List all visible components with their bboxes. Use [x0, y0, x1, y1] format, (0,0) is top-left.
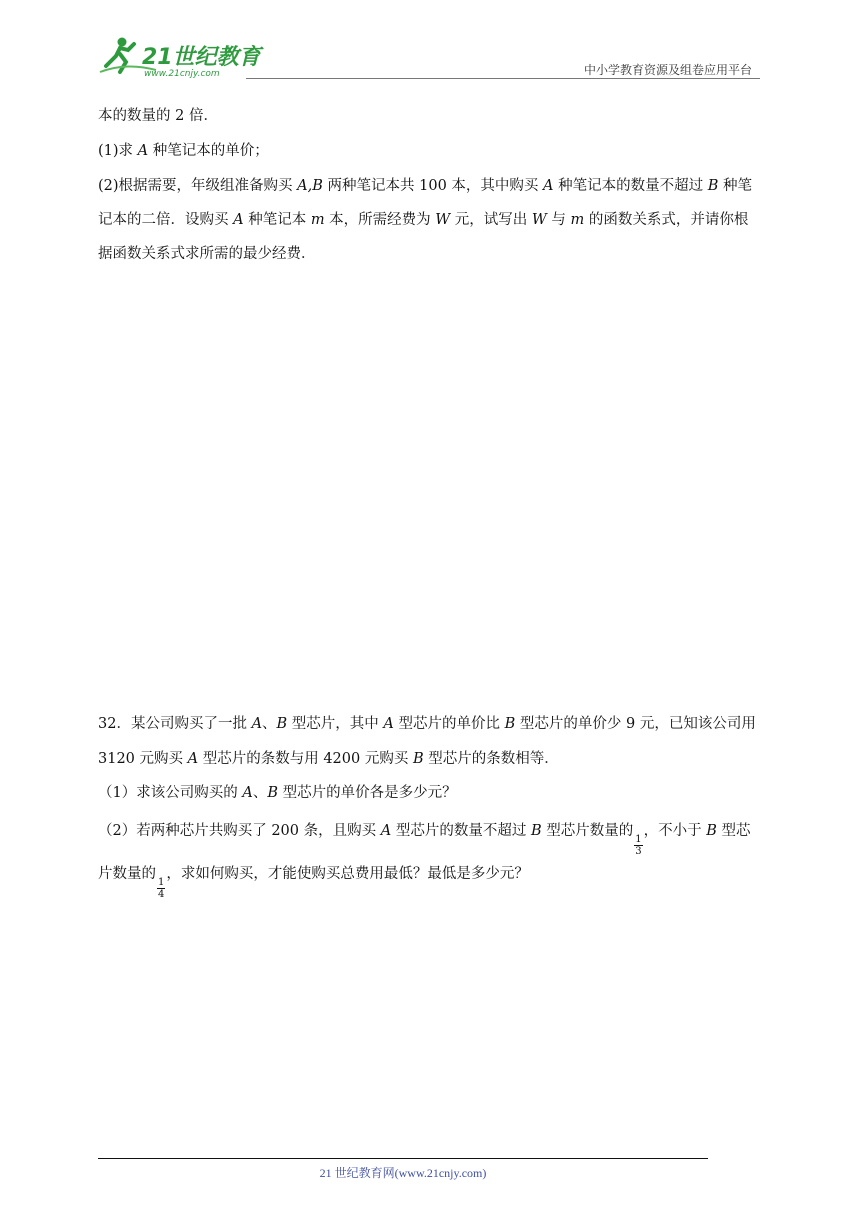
fraction-one-third: $\frac{1}{3}$ — [635, 834, 642, 857]
footer-link[interactable]: 21 世纪教育网(www.21cnjy.com) — [319, 1166, 487, 1180]
q31-part-1: (1)求 A 种笔记本的单价； — [98, 143, 269, 159]
svg-text:21世纪教育: 21世纪教育 — [142, 45, 261, 70]
svg-text:www.21cnjy.com: www.21cnjy.com — [144, 69, 220, 79]
q32-part-2-line-2: 片数量的 $\frac{1}{4}$ ，求如何购买，才能使购买总费用最低？最低是多少元？ — [98, 866, 529, 900]
footer-rule — [98, 1158, 708, 1159]
q32-stem-line-1: 32．某公司购买了一批 A、B 型芯片，其中 A 型芯片的单价比 B 型芯片的单价少 9 元，已知该公司用 — [98, 716, 756, 732]
q31-part-2-line-3: 据函数关系式求所需的最少经费． — [98, 246, 316, 262]
q32-part-1: （1）求该公司购买的 A、B 型芯片的单价各是多少元？ — [98, 785, 457, 801]
q32-part-2-line-1: （2）若两种芯片共购买了 200 条，且购买 A 型芯片的数量不超过 B 型芯片数量的 $\frac{1}{3}$ ，不小于 B 型芯 — [98, 823, 751, 857]
page-header — [96, 32, 760, 80]
site-logo — [96, 32, 266, 80]
header-platform-text: 中小学教育资源及组卷应用平台 — [583, 63, 752, 77]
q31-part-2-line-2: 记本的二倍．设购买 A 种笔记本 m 本，所需经费为 W 元，试写出 W 与 m 的函数关系式，并请你根 — [98, 212, 749, 228]
header-rule — [246, 78, 760, 79]
q32-stem-line-2: 3120 元购买 A 型芯片的条数与用 4200 元购买 B 型芯片的条数相等． — [98, 751, 559, 767]
fraction-one-quarter: $\frac{1}{4}$ — [158, 877, 165, 900]
q31-line-1: 本的数量的 2 倍． — [98, 108, 218, 124]
q31-part-2-line-1: (2)根据需要，年级组准备购买 A,B 两种笔记本共 100 本，其中购买 A 种笔记本的数量不超过 B 种笔 — [98, 178, 752, 194]
